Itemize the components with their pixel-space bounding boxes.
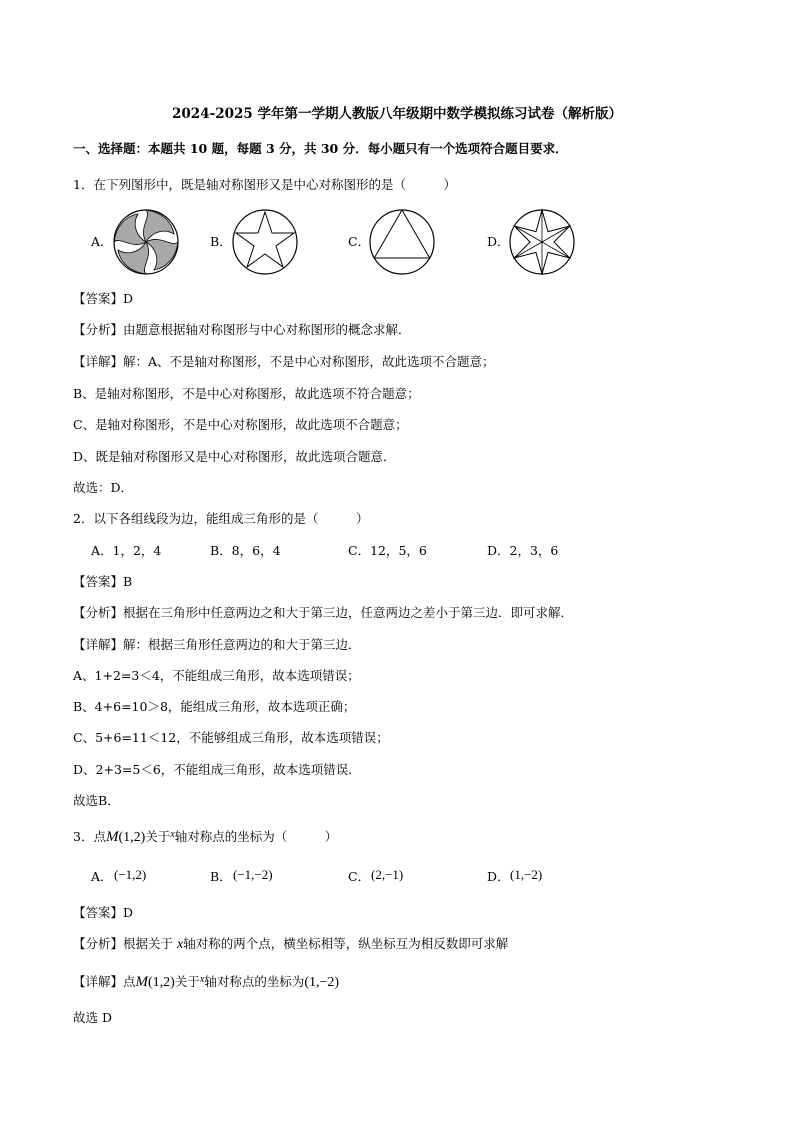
q3-analysis-prefix: 【分析】根据关于 [73,936,177,951]
q1-option-d-label: D． [487,234,510,249]
q1-option-c-label: C． [348,234,371,249]
q2-detail: 【详解】解：根据三角形任意两边的和大于第三边． [73,637,361,652]
q3-detail-suffix: 轴对称点的坐标为 [204,974,305,989]
q2-detail-line: A、1+2=3＜4，不能组成三角形，故本选项错误； [73,668,360,683]
q3-analysis-suffix: 轴对称的两个点，横坐标相等，纵坐标互为相反数即可求解 [183,936,509,951]
q3-analysis [73,936,508,953]
q2-detail-line: B、4+6=10＞8，能组成三角形，故本选项正确； [73,699,356,714]
q1-option-a-label: A． [91,234,113,249]
q3-answer: 【答案】D [73,905,134,920]
q2-conclusion: 故选B． [73,793,120,808]
q2-option-d: D．2，3，6 [487,543,559,558]
pinwheel-circle-icon [112,208,180,276]
q3-stem-suffix: 轴对称点的坐标为（ ） [174,829,338,844]
q2-detail-line: D、2+3=5＜6，不能组成三角形，故本选项错误． [73,762,361,777]
q2-option-b: B．8，6，4 [210,543,281,558]
q3-detail-coord: (1,2) [148,975,175,990]
q3-axis-label: x [170,829,175,840]
q3-stem-prefix: 3．点 [73,829,106,844]
star-in-circle-icon [231,208,299,276]
q1-detail-line: B、是轴对称图形，不是中心对称图形，故此选项不符合题意； [73,386,420,401]
q3-option-a-value: (−1,2) [114,867,147,882]
q3-point-coord: (1,2) [118,830,146,845]
q1-detail: 【详解】解：A、不是轴对称图形，不是中心对称图形，故此选项不合题意； [73,354,495,369]
q3-analysis-axis: x [176,937,184,952]
q3-option-c-value: (2,−1) [371,867,404,882]
q3-stem-mid: 关于 [145,829,171,844]
q1-analysis: 【分析】由题意根据轴对称图形与中心对称图形的概念求解． [73,322,411,337]
triangle-in-circle-icon [368,208,436,276]
q3-option-b-value: (−1,−2) [233,867,273,882]
q2-option-a: A．1，2，4 [91,543,162,558]
q1-answer: 【答案】D [73,291,134,306]
q1-detail-line: C、是轴对称图形，不是中心对称图形，故此选项不合题意； [73,417,408,432]
q2-option-c: C．12，5，6 [348,543,427,558]
q1-option-b-label: B． [210,234,232,249]
q3-detail-prefix: 【详解】点 [73,974,136,989]
q3-option-d-value: (1,−2) [510,867,543,882]
q3-option-a-label: A． [91,869,113,884]
q3-detail-mid: 关于 [174,974,200,989]
question-3-stem [73,827,337,846]
q2-detail-line: C、5+6=11＜12，不能够组成三角形，故本选项错误； [73,730,389,745]
q2-analysis: 【分析】根据在三角形中任意两边之和大于第三边，任意两边之差小于第三边．即可求解． [73,605,574,620]
q3-option-d-label: D． [487,869,510,884]
q3-conclusion: 故选 D [73,1010,112,1025]
q3-detail-axis: x [199,974,205,985]
q3-detail [73,972,339,991]
q3-detail-point: M [135,974,149,990]
q1-conclusion: 故选：D． [73,480,134,495]
q3-option-c-label: C． [348,869,371,884]
q1-detail-line: D、既是轴对称图形又是中心对称图形，故此选项合题意． [73,449,396,464]
question-1-stem: 1．在下列图形中，既是轴对称图形又是中心对称图形的是（ ） [73,177,456,192]
q3-detail-result: (1,−2) [304,975,340,990]
section-heading: 一、选择题：本题共 10 题，每题 3 分，共 30 分．每小题只有一个选项符合题目要求． [73,141,568,156]
page-title: 2024-2025 学年第一学期人教版八年级期中数学模拟练习试卷（解析版） [172,106,622,122]
question-2-stem: 2．以下各组线段为边，能组成三角形的是（ ） [73,511,369,526]
q3-option-b-label: B． [210,869,232,884]
six-point-star-in-circle-icon [508,208,576,276]
q2-answer: 【答案】B [73,574,133,589]
q3-point-label: M [105,829,119,845]
